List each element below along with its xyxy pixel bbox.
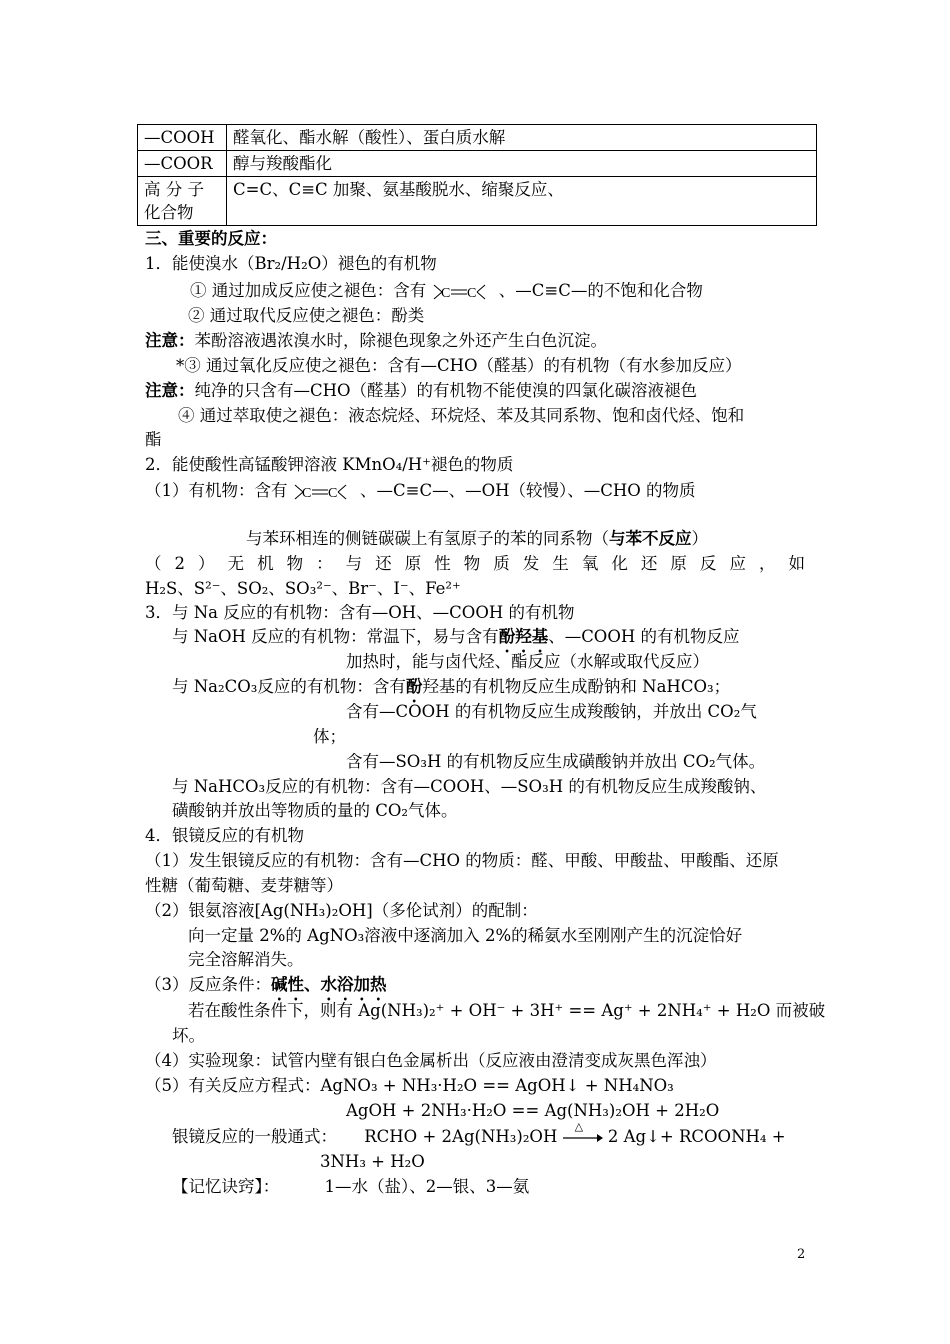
note-label: 注意： [145, 331, 195, 350]
reaction-cell: C=C、C≡C 加聚、氨基酸脱水、缩聚反应、 [227, 177, 817, 226]
note-text: 纯净的只含有—CHO（醛基）的有机物不能使溴的四氯化碳溶液褪色 [194, 381, 698, 400]
s2-p2: （2）无机物：与还原性物质发生氧化还原反应，如 [145, 554, 805, 573]
s2-p2-cont: H₂S、S²⁻、SO₂、SO₃²⁻、Br⁻、I⁻、Fe²⁺ [145, 579, 461, 598]
s2-p1-text: （1）有机物：含有 [145, 481, 288, 500]
s1-note1 [145, 330, 607, 352]
s2-p1c [246, 528, 708, 550]
general-lhs: RCHO + 2Ag(NH₃)₂OH [364, 1127, 558, 1146]
s3-naoh-heat: 加热时，能与卤代烃、酯反应（水解或取代反应） [346, 652, 709, 671]
general-rhs: 2 Ag↓+ RCOONH₄ + [607, 1127, 786, 1146]
s3-naoh-bold: 酚羟基 [498, 627, 549, 646]
s4-p3-text: （3）反应条件： [145, 975, 271, 994]
s4-p3d: 坏。 [172, 1026, 205, 1045]
table-row [138, 125, 817, 151]
memory-text: 1—水（盐）、2—银、3—氨 [324, 1177, 530, 1196]
s4-p1: （1）发生银镜反应的有机物：含有—CHO 的物质：醛、甲酸、甲酸盐、甲酸酯、还原 [145, 851, 779, 870]
s1-item4-cont: 酯 [145, 430, 162, 449]
group-cell: —COOH [138, 125, 227, 151]
note-label: 注意： [145, 381, 195, 400]
note-text: 苯酚溶液遇浓溴水时，除褪色现象之外还产生白色沉淀。 [194, 331, 607, 350]
s1-item3: *③ 通过氧化反应使之褪色：含有—CHO（醛基）的有机物（有水参加反应） [176, 356, 742, 375]
s3-na2co3-bold: 酚 [405, 677, 423, 696]
group-cell: —COOR [138, 151, 227, 177]
s3-na2co3-tail: 羟基的有机物反应生成酚钠和 NaHCO₃； [422, 677, 731, 696]
s3-naoh-tail: 、—COOH 的有机物反应 [548, 627, 740, 646]
s1-title: 1．能使溴水（Br₂/H₂O）褪色的有机物 [145, 254, 437, 273]
s2-p1c-bold: 与苯不反应 [609, 529, 692, 548]
functional-group-table [137, 124, 817, 226]
s3-na2co3-text: 与 Na₂CO₃反应的有机物：含有 [172, 677, 406, 696]
s2-p1-tail: 、—C≡C—、—OH（较慢）、—CHO 的物质 [360, 481, 696, 500]
alkene-double-bond-icon [432, 282, 494, 302]
s4-p4: （4）实验现象：试管内壁有银白色金属析出（反应液由澄清变成灰黑色浑浊） [145, 1051, 717, 1070]
s4-p2a: 向一定量 2%的 AgNO₃溶液中逐滴加入 2%的稀氨水至刚刚产生的沉淀恰好 [188, 926, 743, 945]
s1-item4: ④ 通过萃取使之褪色：液态烷烃、环烷烃、苯及其同系物、饱和卤代烃、饱和 [178, 406, 745, 425]
s3-naoh-text: 与 NaOH 反应的有机物：常温下，易与含有 [172, 627, 499, 646]
svg-text:C: C [466, 285, 476, 301]
reaction-cell: 醛氧化、酯水解（酸性）、蛋白质水解 [227, 125, 817, 151]
general-label: 银镜反应的一般通式： [172, 1127, 337, 1146]
s4-general-equation [172, 1119, 786, 1148]
alkene-double-bond-icon [293, 482, 355, 502]
s1-item1-tail: 、—C≡C—的不饱和化合物 [498, 281, 703, 300]
svg-text:C: C [327, 485, 338, 501]
s4-p5b: AgOH + 2NH₃·H₂O == Ag(NH₃)₂OH + 2H₂O [346, 1101, 720, 1120]
svg-text:C: C [440, 285, 450, 301]
s2-p1c-end: ） [691, 529, 708, 548]
s2-p1c-text: 与苯环相连的侧链碳碳上有氢原子的苯的同系物（ [246, 529, 609, 548]
table-row [138, 151, 817, 177]
s3-na2co3-cooh-cont: 体； [313, 727, 346, 746]
s1-item2: ② 通过取代反应使之褪色：酚类 [188, 306, 425, 325]
s4-p3-bold: 碱性、水浴加热 [271, 975, 387, 994]
memory-tip [172, 1176, 529, 1198]
s3-title: 3．与 Na 反应的有机物：含有—OH、—COOH 的有机物 [145, 603, 575, 622]
s1-note2 [145, 380, 697, 402]
s4-p3c: 若在酸性条件下，则有 Ag(NH₃)₂⁺ + OH⁻ + 3H⁺ == Ag⁺ + 2NH₄⁺ + H₂O 而被破 [188, 1001, 826, 1020]
s2-p1 [145, 480, 696, 502]
s1-item1 [190, 280, 703, 302]
svg-text:C: C [301, 485, 312, 501]
s4-title: 4．银镜反应的有机物 [145, 826, 304, 845]
s1-item1-text: ① 通过加成反应使之褪色：含有 [190, 281, 427, 300]
s4-general-cont: 3NH₃ + H₂O [320, 1152, 425, 1171]
s4-p2b: 完全溶解消失。 [188, 950, 304, 969]
memory-label: 【记忆诀窍】： [172, 1177, 280, 1196]
section-title: 三、重要的反应： [145, 229, 277, 248]
group-cell: 高 分 子化合物 [138, 177, 227, 226]
s2-title: 2．能使酸性高锰酸钾溶液 KMnO₄/H⁺褪色的物质 [145, 455, 514, 474]
page-number: 2 [797, 1247, 806, 1262]
s4-p2: （2）银氨溶液[Ag(NH₃)₂OH]（多伦试剂）的配制： [145, 901, 538, 920]
reaction-cell: 醇与羧酸酯化 [227, 151, 817, 177]
s3-nahco3: 与 NaHCO₃反应的有机物：含有—COOH、—SO₃H 的有机物反应生成羧酸钠、 [172, 777, 767, 796]
s3-nahco3-cont: 磺酸钠并放出等物质的量的 CO₂气体。 [172, 801, 458, 820]
heat-arrow-icon [563, 1119, 603, 1146]
s4-p5: （5）有关反应方程式：AgNO₃ + NH₃·H₂O == AgOH↓ + NH₄NO₃ [145, 1076, 674, 1095]
heat-symbol: △ [574, 1119, 584, 1133]
s3-na2co3-so3h: 含有—SO₃H 的有机物反应生成磺酸钠并放出 CO₂气体。 [346, 752, 766, 771]
s4-p1-cont: 性糖（葡萄糖、麦芽糖等） [145, 876, 343, 895]
table-row [138, 177, 817, 226]
s3-na2co3-cooh: 含有—COOH 的有机物反应生成羧酸钠，并放出 CO₂气 [346, 702, 757, 721]
